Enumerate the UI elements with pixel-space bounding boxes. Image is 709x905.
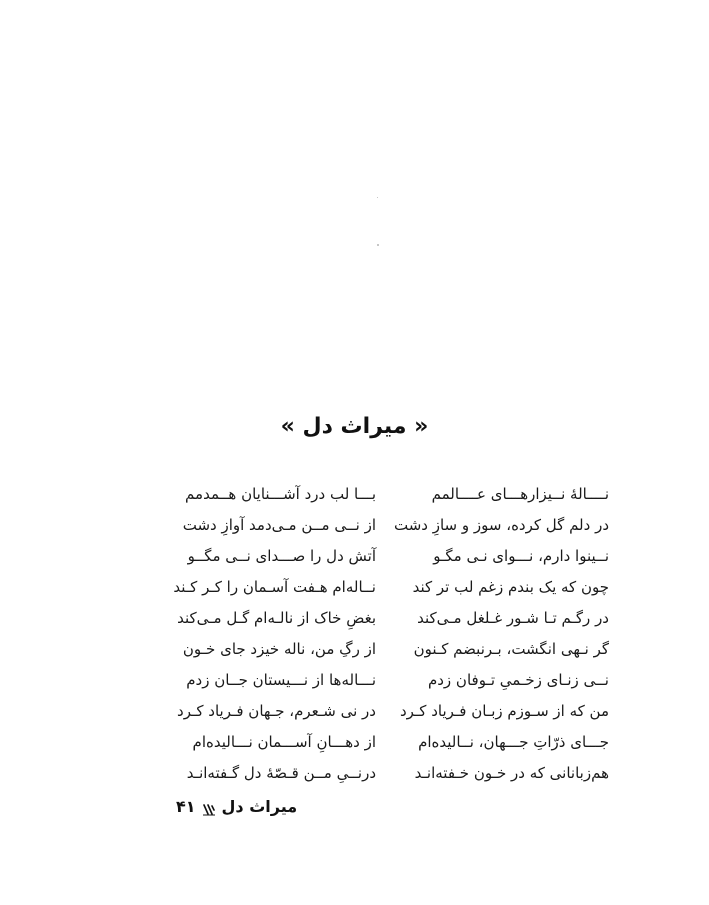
verse-line: در دلم گل کرده، سوز و سازِ دشت <box>394 516 609 534</box>
verse-line: از رگِ من، ناله خیزد جای خـون <box>182 640 376 658</box>
verse-line: چون که یک بندم زغم لب تر کند <box>412 578 609 596</box>
verse-line: از دهـــانِ آســـمان نـــالیده‌ام <box>192 733 376 751</box>
verse-line: نــینوا دارم، نـــوای نـی مگـو <box>433 547 609 565</box>
print-speck <box>377 244 379 246</box>
verse-line: من که از سـوزم زبـان فـریاد کـرد <box>399 702 609 720</box>
verse-line: در رگـم تـا شـور غـلغل مـی‌کند <box>417 609 609 627</box>
page-footer <box>176 797 297 816</box>
verse-line: نــی زنـای زخـمیِ تـوفان زدم <box>427 671 609 689</box>
verse-line: درنــیِ مــن قـصّهٔ دل گـفته‌انـد <box>186 764 376 782</box>
verse-line: نـــاله‌ها از نـــیستان جــان زدم <box>186 671 376 689</box>
verse-line: نــاله‌ام هـفت آسـمان را کـر کـند <box>173 578 376 596</box>
page-number: ۴۱ <box>176 797 196 816</box>
poem-title: « میراث دل » <box>280 414 429 439</box>
footer-book-title: میراث دل <box>221 797 298 816</box>
verse-line: از نــی مــن مـی‌دمد آوازِ دشت <box>182 516 376 534</box>
ornament-icon <box>202 801 216 813</box>
verse-line: نــــالهٔ نــیزارهـــای عــــالمم <box>431 485 609 503</box>
print-speck <box>377 197 378 198</box>
verse-line: هم‌زبانانی که در خـون خـفته‌انـد <box>414 764 609 782</box>
verse-line: در نی شـعرم، جـهان فـریاد کـرد <box>177 702 376 720</box>
verse-column-right <box>394 479 609 789</box>
verse-line: گر نـهی انگشت، بـرنبضم کـنون <box>413 640 609 658</box>
verse-column-left <box>173 479 376 789</box>
verse-line: بغضِ خاک از نالـه‌ام گـل مـی‌کند <box>177 609 376 627</box>
verse-line: بـــا لب درد آشـــنایان هــمدمم <box>185 485 376 503</box>
verse-line: آتش دل را صـــدای نــی مگــو <box>187 547 376 565</box>
verse-line: جـــای ذرّاتِ جـــهان، نــالیده‌ام <box>418 733 609 751</box>
